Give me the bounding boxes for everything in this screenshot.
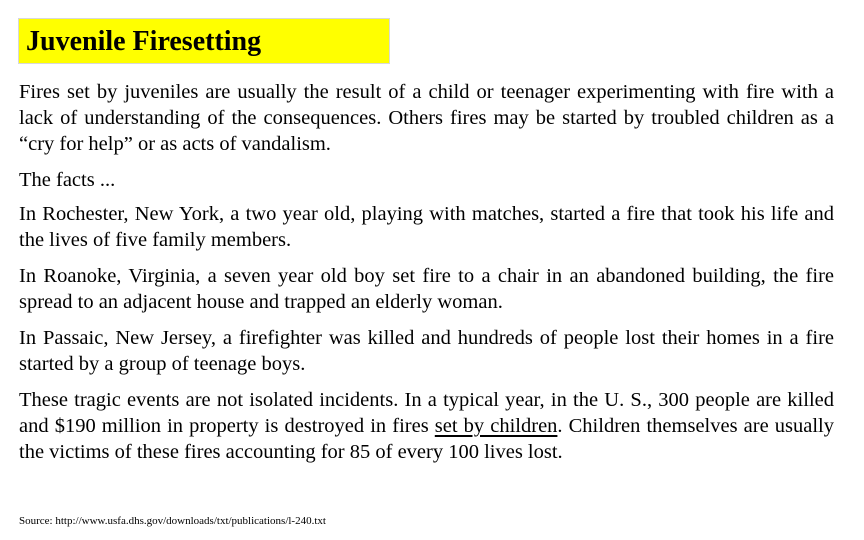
- page-title: Juvenile Firesetting: [26, 26, 262, 57]
- title-banner: [18, 18, 390, 64]
- summary-text-end: . Children themselves are usually the victims of these fires accounting for 85 of every 100 lives lost.: [19, 415, 834, 463]
- fact-roanoke: In Roanoke, Virginia, a seven year old boy set fire to a chair in an abandoned building, the fire spread to an adjacent house and trapped an elderly woman.: [19, 265, 834, 313]
- source-citation: Source: http://www.usfa.dhs.gov/downloads/txt/publications/l-240.txt: [19, 515, 326, 527]
- intro-paragraph: Fires set by juveniles are usually the result of a child or teenager experimenting with fire with a lack of understanding of the consequences. Others fires may be started by troubled children as a “cry for help” or as acts of vandalism.: [19, 81, 834, 155]
- facts-heading: The facts ...: [19, 169, 116, 191]
- summary-paragraph: [19, 387, 834, 465]
- summary-underlined-phrase: set by children: [434, 415, 558, 437]
- summary-text-start: These tragic events are not isolated incidents. In a typical year, in the U. S., 300 people are killed and $190 million in property is destroyed in fires: [19, 389, 834, 437]
- fact-rochester: In Rochester, New York, a two year old, playing with matches, started a fire that took his life and the lives of five family members.: [19, 203, 834, 251]
- document-body: [19, 79, 834, 475]
- fact-passaic: In Passaic, New Jersey, a firefighter was killed and hundreds of people lost their homes in a fire started by a group of teenage boys.: [19, 327, 834, 375]
